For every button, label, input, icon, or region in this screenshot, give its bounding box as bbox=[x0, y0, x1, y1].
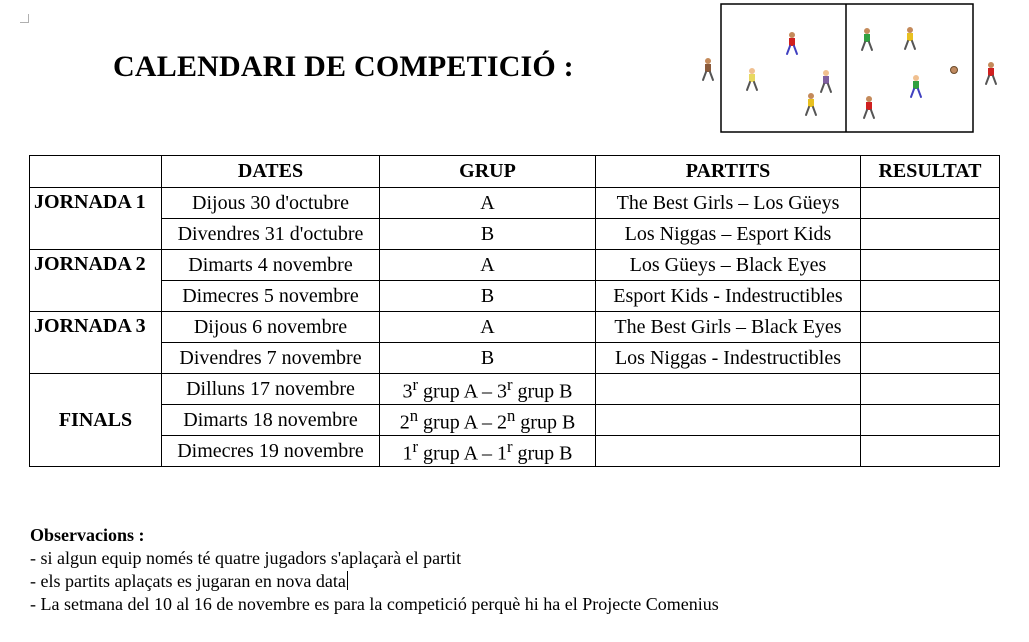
result-cell[interactable] bbox=[861, 436, 1000, 467]
match-cell: Los Niggas – Esport Kids bbox=[596, 219, 861, 250]
match-cell: The Best Girls – Black Eyes bbox=[596, 312, 861, 343]
result-cell[interactable] bbox=[861, 405, 1000, 436]
page-corner-mark bbox=[20, 14, 29, 23]
header-group: GRUP bbox=[380, 156, 596, 188]
match-cell bbox=[596, 374, 861, 405]
group-cell: B bbox=[380, 281, 596, 312]
table-row bbox=[30, 436, 1000, 467]
page-title: CALENDARI DE COMPETICIÓ : bbox=[113, 50, 574, 83]
match-cell bbox=[596, 436, 861, 467]
match-cell: The Best Girls – Los Güeys bbox=[596, 188, 861, 219]
jornada-2-label: JORNADA 2 bbox=[30, 250, 162, 312]
result-cell[interactable] bbox=[861, 374, 1000, 405]
date-cell: Dimecres 5 novembre bbox=[162, 281, 380, 312]
text-cursor bbox=[347, 571, 348, 590]
jornada-3-label: JORNADA 3 bbox=[30, 312, 162, 374]
result-cell[interactable] bbox=[861, 250, 1000, 281]
result-cell[interactable] bbox=[861, 281, 1000, 312]
group-cell: A bbox=[380, 312, 596, 343]
result-cell[interactable] bbox=[861, 188, 1000, 219]
observation-item: - els partits aplaçats es jugaran en nova data bbox=[30, 571, 346, 591]
date-cell: Dilluns 17 novembre bbox=[162, 374, 380, 405]
date-cell: Divendres 31 d'octubre bbox=[162, 219, 380, 250]
table-row bbox=[30, 343, 1000, 374]
table-row bbox=[30, 250, 1000, 281]
match-cell bbox=[596, 405, 861, 436]
match-cell: Los Güeys – Black Eyes bbox=[596, 250, 861, 281]
date-cell: Divendres 7 novembre bbox=[162, 343, 380, 374]
table-row bbox=[30, 374, 1000, 405]
soccer-field-players-icon bbox=[695, 2, 1010, 136]
group-cell: B bbox=[380, 219, 596, 250]
table-row bbox=[30, 312, 1000, 343]
result-cell[interactable] bbox=[861, 312, 1000, 343]
header-result: RESULTAT bbox=[861, 156, 1000, 188]
finals-label: FINALS bbox=[30, 374, 162, 467]
observations-block bbox=[30, 524, 719, 616]
table-row bbox=[30, 219, 1000, 250]
group-cell: 2$^n$ grup A – 2$^n$ grup B bbox=[380, 405, 596, 436]
table-row bbox=[30, 405, 1000, 436]
table-row bbox=[30, 281, 1000, 312]
date-cell: Dimarts 18 novembre bbox=[162, 405, 380, 436]
group-cell: B bbox=[380, 343, 596, 374]
date-cell: Dimarts 4 novembre bbox=[162, 250, 380, 281]
observation-item: - si algun equip només té quatre jugadors s'aplaçarà el partit bbox=[30, 548, 462, 568]
match-cell: Los Niggas - Indestructibles bbox=[596, 343, 861, 374]
date-cell: Dijous 30 d'octubre bbox=[162, 188, 380, 219]
table-header-row bbox=[30, 156, 1000, 188]
group-cell: A bbox=[380, 188, 596, 219]
jornada-1-label: JORNADA 1 bbox=[30, 188, 162, 250]
table-row bbox=[30, 188, 1000, 219]
group-cell: A bbox=[380, 250, 596, 281]
header-empty bbox=[30, 156, 162, 188]
header-matches: PARTITS bbox=[596, 156, 861, 188]
observation-item: - La setmana del 10 al 16 de novembre es para la competició perquè hi ha el Projecte Comenius bbox=[30, 594, 719, 614]
result-cell[interactable] bbox=[861, 343, 1000, 374]
ball-icon bbox=[951, 67, 958, 74]
group-cell: 1$^r$ grup A – 1$^r$ grup B bbox=[380, 436, 596, 467]
competition-schedule-table bbox=[29, 155, 1000, 467]
match-cell: Esport Kids - Indestructibles bbox=[596, 281, 861, 312]
group-cell: 3$^r$ grup A – 3$^r$ grup B bbox=[380, 374, 596, 405]
observations-heading: Observacions : bbox=[30, 525, 145, 545]
header-dates: DATES bbox=[162, 156, 380, 188]
date-cell: Dijous 6 novembre bbox=[162, 312, 380, 343]
date-cell: Dimecres 19 novembre bbox=[162, 436, 380, 467]
result-cell[interactable] bbox=[861, 219, 1000, 250]
